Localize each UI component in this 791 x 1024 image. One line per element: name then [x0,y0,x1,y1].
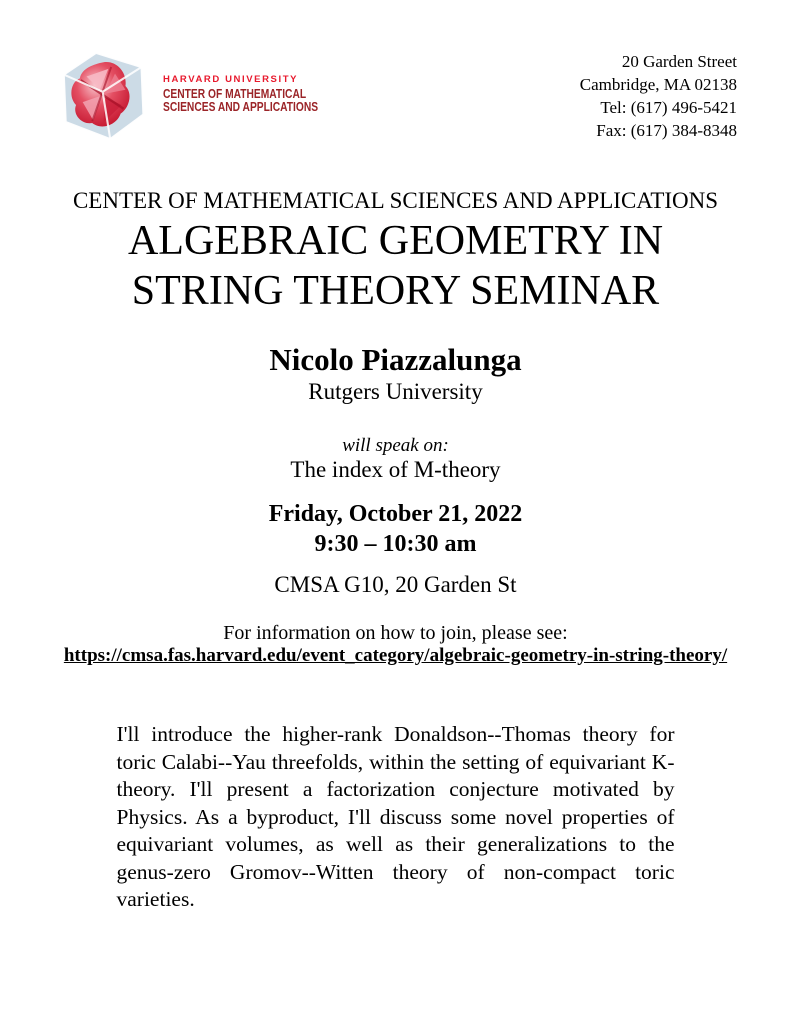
date-time-block [0,499,791,559]
address-street: 20 Garden Street [621,52,737,71]
address-city: Cambridge, MA 02138 [579,75,737,94]
join-block [0,622,791,667]
cmsa-logo-text [163,75,352,114]
talk-title: The index of M-theory [290,457,501,482]
join-link[interactable]: https://cmsa.fas.harvard.edu/event_category/algebraic-geometry-in-string-theory/ [63,645,728,666]
address-phone: Tel: (617) 496-5421 [600,98,737,117]
seminar-title-line1: ALGEBRAIC GEOMETRY IN [127,218,664,264]
seminar-title [0,216,791,316]
logo-sciences-and-applications: SCIENCES AND APPLICATIONS [163,100,319,114]
cmsa-logo [58,48,352,143]
address-block [580,50,737,142]
org-heading: CENTER OF MATHEMATICAL SCIENCES AND APPLICATIONS [72,188,719,213]
talk-block [0,435,791,483]
flyer-body [0,188,791,914]
speaker-affiliation: Rutgers University [308,379,483,404]
cmsa-cube-logo-icon [58,48,153,143]
logo-center-of-mathematical: CENTER OF MATHEMATICAL [163,86,307,101]
abstract-paragraph: I'll introduce the higher-rank Donaldson--Thomas theory for toric Calabi--Yau threefolds, within the setting of equivariant K-theory. I'll present a factorization conjecture motivated by Physics. As a byproduct, I'll discuss some novel properties of equivariant volumes, as well as their generalizations to the genus-zero Gromov--Witten theory of non-compact toric varieties. [116,722,675,911]
event-location: CMSA G10, 20 Garden St [274,572,517,597]
flyer-header [0,0,791,143]
address-fax: Fax: (617) 384-8348 [596,121,737,140]
logo-harvard-university: HARVARD UNIVERSITY [163,74,299,85]
event-date: Friday, October 21, 2022 [268,501,523,527]
speaker-name: Nicolo Piazzalunga [269,342,522,377]
seminar-title-line2: STRING THEORY SEMINAR [131,268,660,314]
join-info-text: For information on how to join, please see: [223,622,568,644]
speak-intro: will speak on: [342,435,449,456]
event-time: 9:30 – 10:30 am [314,531,477,557]
